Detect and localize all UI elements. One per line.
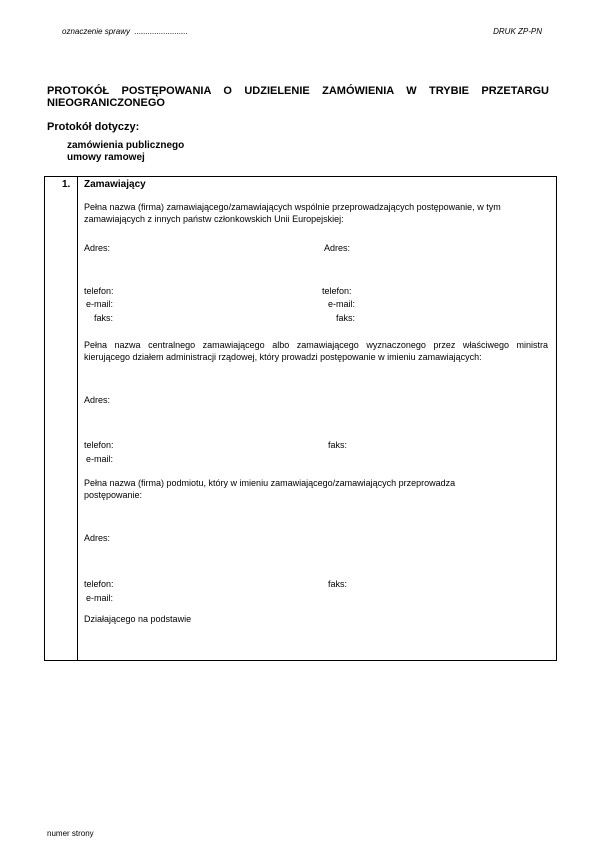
phone-label-3: telefon: xyxy=(84,579,114,589)
email-label-1a: e-mail: xyxy=(85,299,113,309)
basis-label: Działającego na podstawie xyxy=(84,614,192,624)
fax-label-1b: faks: xyxy=(335,313,355,323)
fax-label-3: faks: xyxy=(328,579,348,589)
para-delegated-entity: Pełna nazwa (firma) podmiotu, który w imieniu zamawiającego/zamawiających przeprowadza postępowanie: xyxy=(84,478,456,500)
case-designation xyxy=(62,27,188,36)
page-number-label: numer strony xyxy=(47,829,94,838)
fax-label-1a: faks: xyxy=(93,313,113,323)
para-contracting-authorities: Pełna nazwa (firma) zamawiającego/zamawiających wspólnie przeprowadzających postępowanie, w tym zamawiających z innych państw członkowskich Unii Europejskiej: xyxy=(84,202,501,224)
column-divider xyxy=(77,176,78,661)
phone-label-2: telefon: xyxy=(84,440,114,450)
address-label-1b: Adres: xyxy=(324,243,351,253)
subject-label: Protokół dotyczy: xyxy=(47,121,140,133)
email-label-3: e-mail: xyxy=(86,593,114,603)
case-dots: ........................ xyxy=(134,27,188,36)
subject-option-framework: umowy ramowej xyxy=(67,152,145,163)
address-label-1a: Adres: xyxy=(84,243,111,253)
phone-label-1b: telefon: xyxy=(322,286,352,296)
subject-option-public: zamówienia publicznego xyxy=(67,140,185,151)
form-code: DRUK ZP-PN xyxy=(493,27,542,36)
para-central-authority: Pełna nazwa centralnego zamawiającego albo zamawiającego wyznaczonego przez właściwego ministra kierującego działem administracji rządowej, który prowadzi postępowanie w imieniu zamawiających: xyxy=(84,340,548,362)
address-label-2: Adres: xyxy=(84,395,111,405)
fax-label-2: faks: xyxy=(328,440,348,450)
document-title: PROTOKÓŁ POSTĘPOWANIA O UDZIELENIE ZAMÓWIENIA W TRYBIE PRZETARGU NIEOGRANICZONEGO xyxy=(47,85,549,109)
section-number: 1. xyxy=(62,179,71,190)
email-label-1b: e-mail: xyxy=(327,299,355,309)
section-box xyxy=(44,176,557,661)
address-label-3: Adres: xyxy=(84,533,111,543)
email-label-2: e-mail: xyxy=(86,454,114,464)
phone-label-1a: telefon: xyxy=(84,286,114,296)
section-title: Zamawiający xyxy=(84,179,146,190)
case-label: oznaczenie sprawy xyxy=(62,27,131,36)
